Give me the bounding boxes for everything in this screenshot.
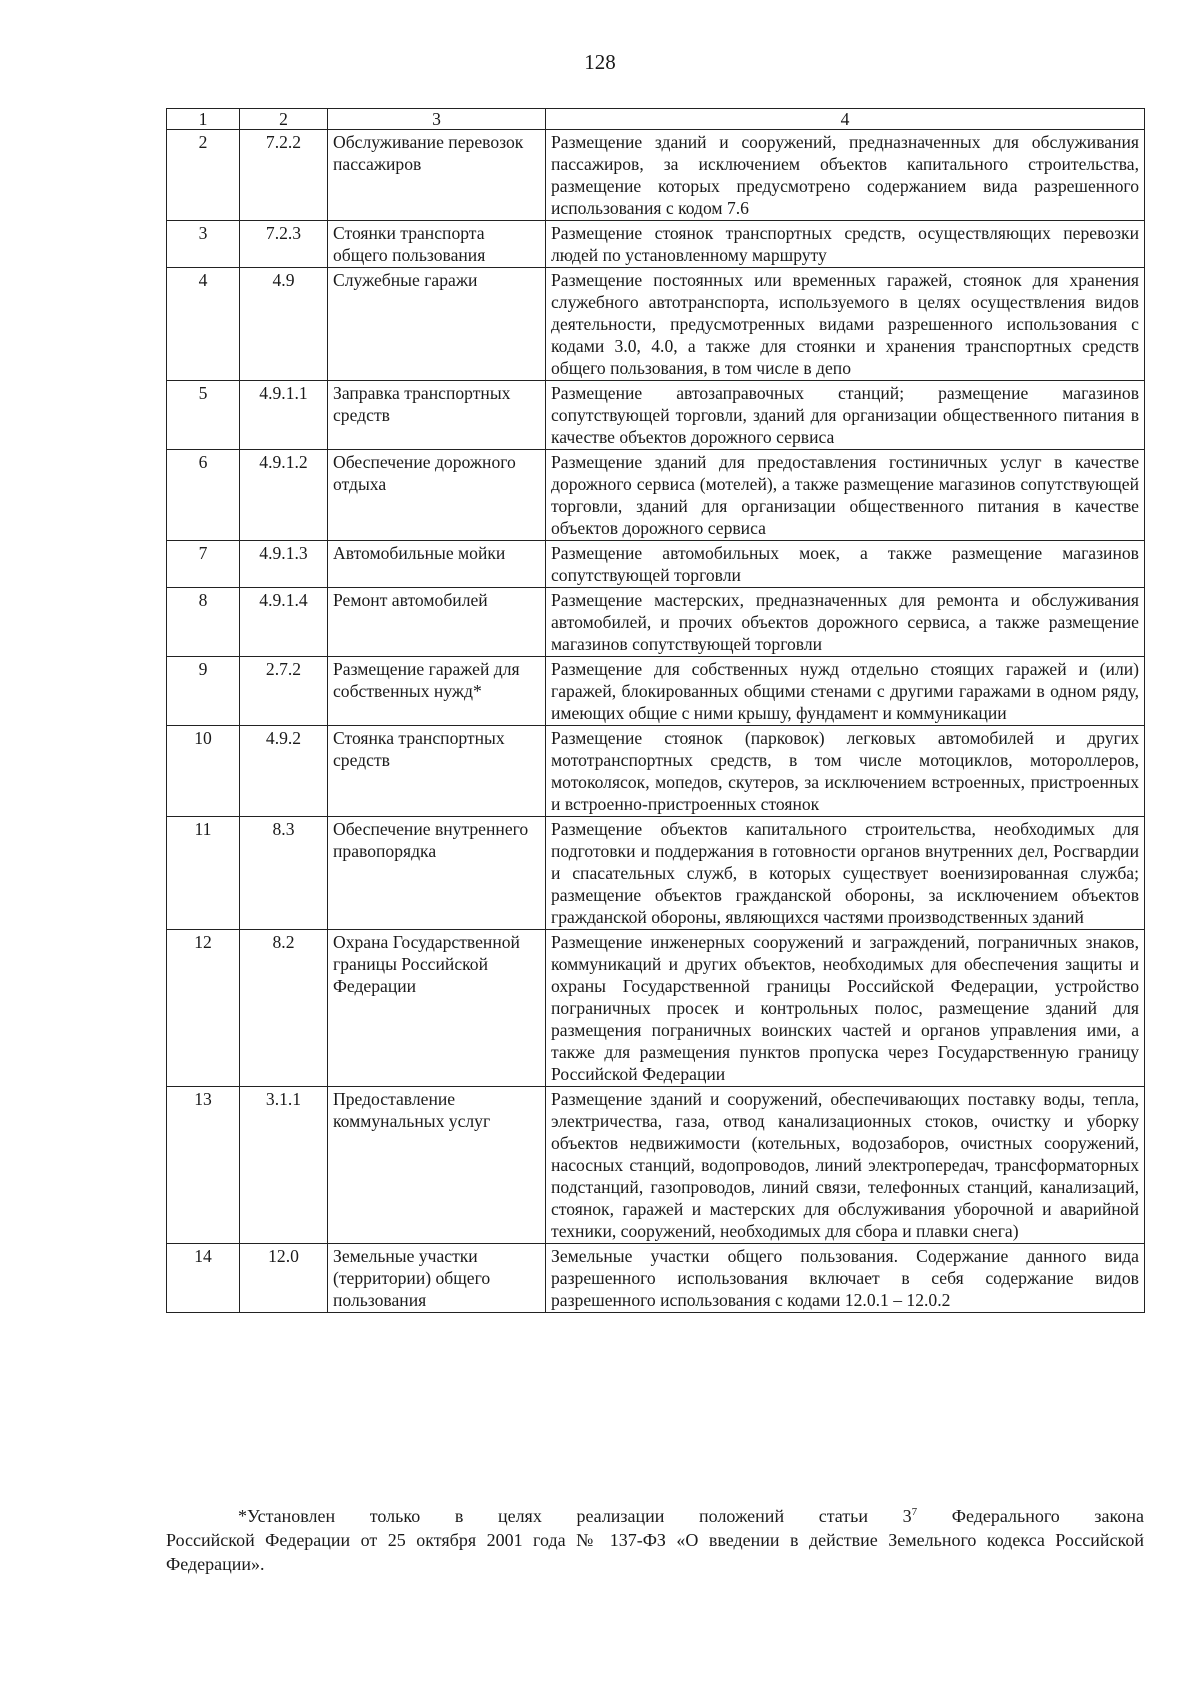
row-code: 2.7.2 — [240, 657, 328, 726]
column-header-number: 1 — [167, 109, 240, 130]
row-description: Размещение для собственных нужд отдельно стоящих гаражей и (или) гаражей, блокированных общими стенами с другими гаражами в одном ряду, имеющих общие с ними крышу, фундамент и коммуникации — [546, 657, 1145, 726]
row-number: 7 — [167, 541, 240, 588]
row-number: 8 — [167, 588, 240, 657]
footnote-superscript: 7 — [911, 1506, 918, 1518]
row-description: Размещение стоянок (парковок) легковых автомобилей и других мототранспортных средств, в том числе мотоциклов, мотороллеров, мотоколясок, мопедов, скутеров, за исключением встроенных, пристроенных и встроенно-пристроенных стоянок — [546, 726, 1145, 817]
row-code: 7.2.3 — [240, 221, 328, 268]
row-name: Ремонт автомобилей — [328, 588, 546, 657]
row-number: 10 — [167, 726, 240, 817]
row-description: Земельные участки общего пользования. Содержание данного вида разрешенного использования включает в себя содержание видов разрешенного использования с кодами 12.0.1 – 12.0.2 — [546, 1244, 1145, 1313]
table-header-row — [167, 109, 1145, 130]
row-number: 3 — [167, 221, 240, 268]
row-description: Размещение автомобильных моек, а также размещение магазинов сопутствующей торговли — [546, 541, 1145, 588]
row-name: Служебные гаражи — [328, 268, 546, 381]
footnote-line-1 — [166, 1500, 1144, 1528]
footnote-text-part-2: Федерального закона — [917, 1506, 1144, 1526]
table-row — [167, 817, 1145, 930]
row-number: 9 — [167, 657, 240, 726]
page-number: 128 — [584, 50, 616, 74]
table-row — [167, 268, 1145, 381]
table-row — [167, 1087, 1145, 1244]
table-row — [167, 588, 1145, 657]
table-row — [167, 930, 1145, 1087]
land-use-table — [166, 108, 1145, 1313]
row-code: 4.9.1.3 — [240, 541, 328, 588]
row-name: Обслуживание перевозок пассажиров — [328, 130, 546, 221]
row-number: 6 — [167, 450, 240, 541]
row-name: Размещение гаражей для собственных нужд* — [328, 657, 546, 726]
row-code: 4.9.1.1 — [240, 381, 328, 450]
row-code: 7.2.2 — [240, 130, 328, 221]
table-row — [167, 130, 1145, 221]
column-header-code: 2 — [240, 109, 328, 130]
row-number: 14 — [167, 1244, 240, 1313]
row-code: 4.9 — [240, 268, 328, 381]
footnote — [166, 1500, 1144, 1576]
row-number: 5 — [167, 381, 240, 450]
row-code: 8.2 — [240, 930, 328, 1087]
row-description: Размещение зданий и сооружений, обеспечивающих поставку воды, тепла, электричества, газа, отвод канализационных стоков, очистку и уборку объектов недвижимости (котельных, водозаборов, очистных сооружений, насосных станций, водопроводов, линий электропередач, трансформаторных подстанций, газопроводов, линий связи, телефонных станций, канализаций, стоянок, гаражей и мастерских для обслуживания уборочной и аварийной техники, сооружений, необходимых для сбора и плавки снега) — [546, 1087, 1145, 1244]
row-code: 12.0 — [240, 1244, 328, 1313]
row-description: Размещение зданий для предоставления гостиничных услуг в качестве дорожного сервиса (мотелей), а также размещение магазинов сопутствующей торговли, зданий для организации общественного питания в качестве объектов дорожного сервиса — [546, 450, 1145, 541]
row-name: Обеспечение дорожного отдыха — [328, 450, 546, 541]
row-code: 4.9.1.2 — [240, 450, 328, 541]
row-number: 2 — [167, 130, 240, 221]
table-row — [167, 657, 1145, 726]
row-description: Размещение стоянок транспортных средств, осуществляющих перевозки людей по установленному маршруту — [546, 221, 1145, 268]
row-description: Размещение автозаправочных станций; размещение магазинов сопутствующей торговли, зданий для организации общественного питания в качестве объектов дорожного сервиса — [546, 381, 1145, 450]
row-description: Размещение инженерных сооружений и заграждений, пограничных знаков, коммуникаций и других объектов, необходимых для обеспечения защиты и охраны Государственной границы Российской Федерации, устройство пограничных просек и контрольных полос, размещение зданий для размещения пограничных воинских частей и органов управления ими, а также для размещения пунктов пропуска через Государственную границу Российской Федерации — [546, 930, 1145, 1087]
row-number: 13 — [167, 1087, 240, 1244]
column-header-name: 3 — [328, 109, 546, 130]
row-description: Размещение мастерских, предназначенных для ремонта и обслуживания автомобилей, и прочих объектов дорожного сервиса, а также размещение магазинов сопутствующей торговли — [546, 588, 1145, 657]
table-row — [167, 381, 1145, 450]
table-row — [167, 221, 1145, 268]
table-row — [167, 541, 1145, 588]
footnote-text-part-3: Российской Федерации от 25 октября 2001 года № 137-ФЗ «О введении в действие Земельного кодекса Российской Федерации». — [166, 1530, 1144, 1574]
row-code: 8.3 — [240, 817, 328, 930]
row-name: Охрана Государственной границы Российской Федерации — [328, 930, 546, 1087]
table-row — [167, 450, 1145, 541]
row-name: Автомобильные мойки — [328, 541, 546, 588]
row-name: Земельные участки (территории) общего пользования — [328, 1244, 546, 1313]
column-header-description: 4 — [546, 109, 1145, 130]
row-number: 4 — [167, 268, 240, 381]
row-name: Стоянки транспорта общего пользования — [328, 221, 546, 268]
row-description: Размещение постоянных или временных гаражей, стоянок для хранения служебного автотранспорта, используемого в целях осуществления видов деятельности, предусмотренных видами разрешенного использования с кодами 3.0, 4.0, а также для стоянки и хранения транспортных средств общего пользования, в том числе в депо — [546, 268, 1145, 381]
footnote-text-part-1: *Установлен только в целях реализации положений статьи 3 — [238, 1506, 912, 1526]
table-row — [167, 726, 1145, 817]
row-name: Заправка транспортных средств — [328, 381, 546, 450]
row-name: Стоянка транспортных средств — [328, 726, 546, 817]
row-code: 4.9.2 — [240, 726, 328, 817]
row-code: 4.9.1.4 — [240, 588, 328, 657]
row-name: Обеспечение внутреннего правопорядка — [328, 817, 546, 930]
row-number: 12 — [167, 930, 240, 1087]
row-number: 11 — [167, 817, 240, 930]
row-code: 3.1.1 — [240, 1087, 328, 1244]
row-description: Размещение объектов капитального строительства, необходимых для подготовки и поддержания в готовности органов внутренних дел, Росгвардии и спасательных служб, в которых существует военизированная служба; размещение объектов гражданской обороны, за исключением объектов гражданской обороны, являющихся частями производственных зданий — [546, 817, 1145, 930]
table-row — [167, 1244, 1145, 1313]
row-name: Предоставление коммунальных услуг — [328, 1087, 546, 1244]
row-description: Размещение зданий и сооружений, предназначенных для обслуживания пассажиров, за исключением объектов капитального строительства, размещение которых предусмотрено содержанием вида разрешенного использования с кодом 7.6 — [546, 130, 1145, 221]
